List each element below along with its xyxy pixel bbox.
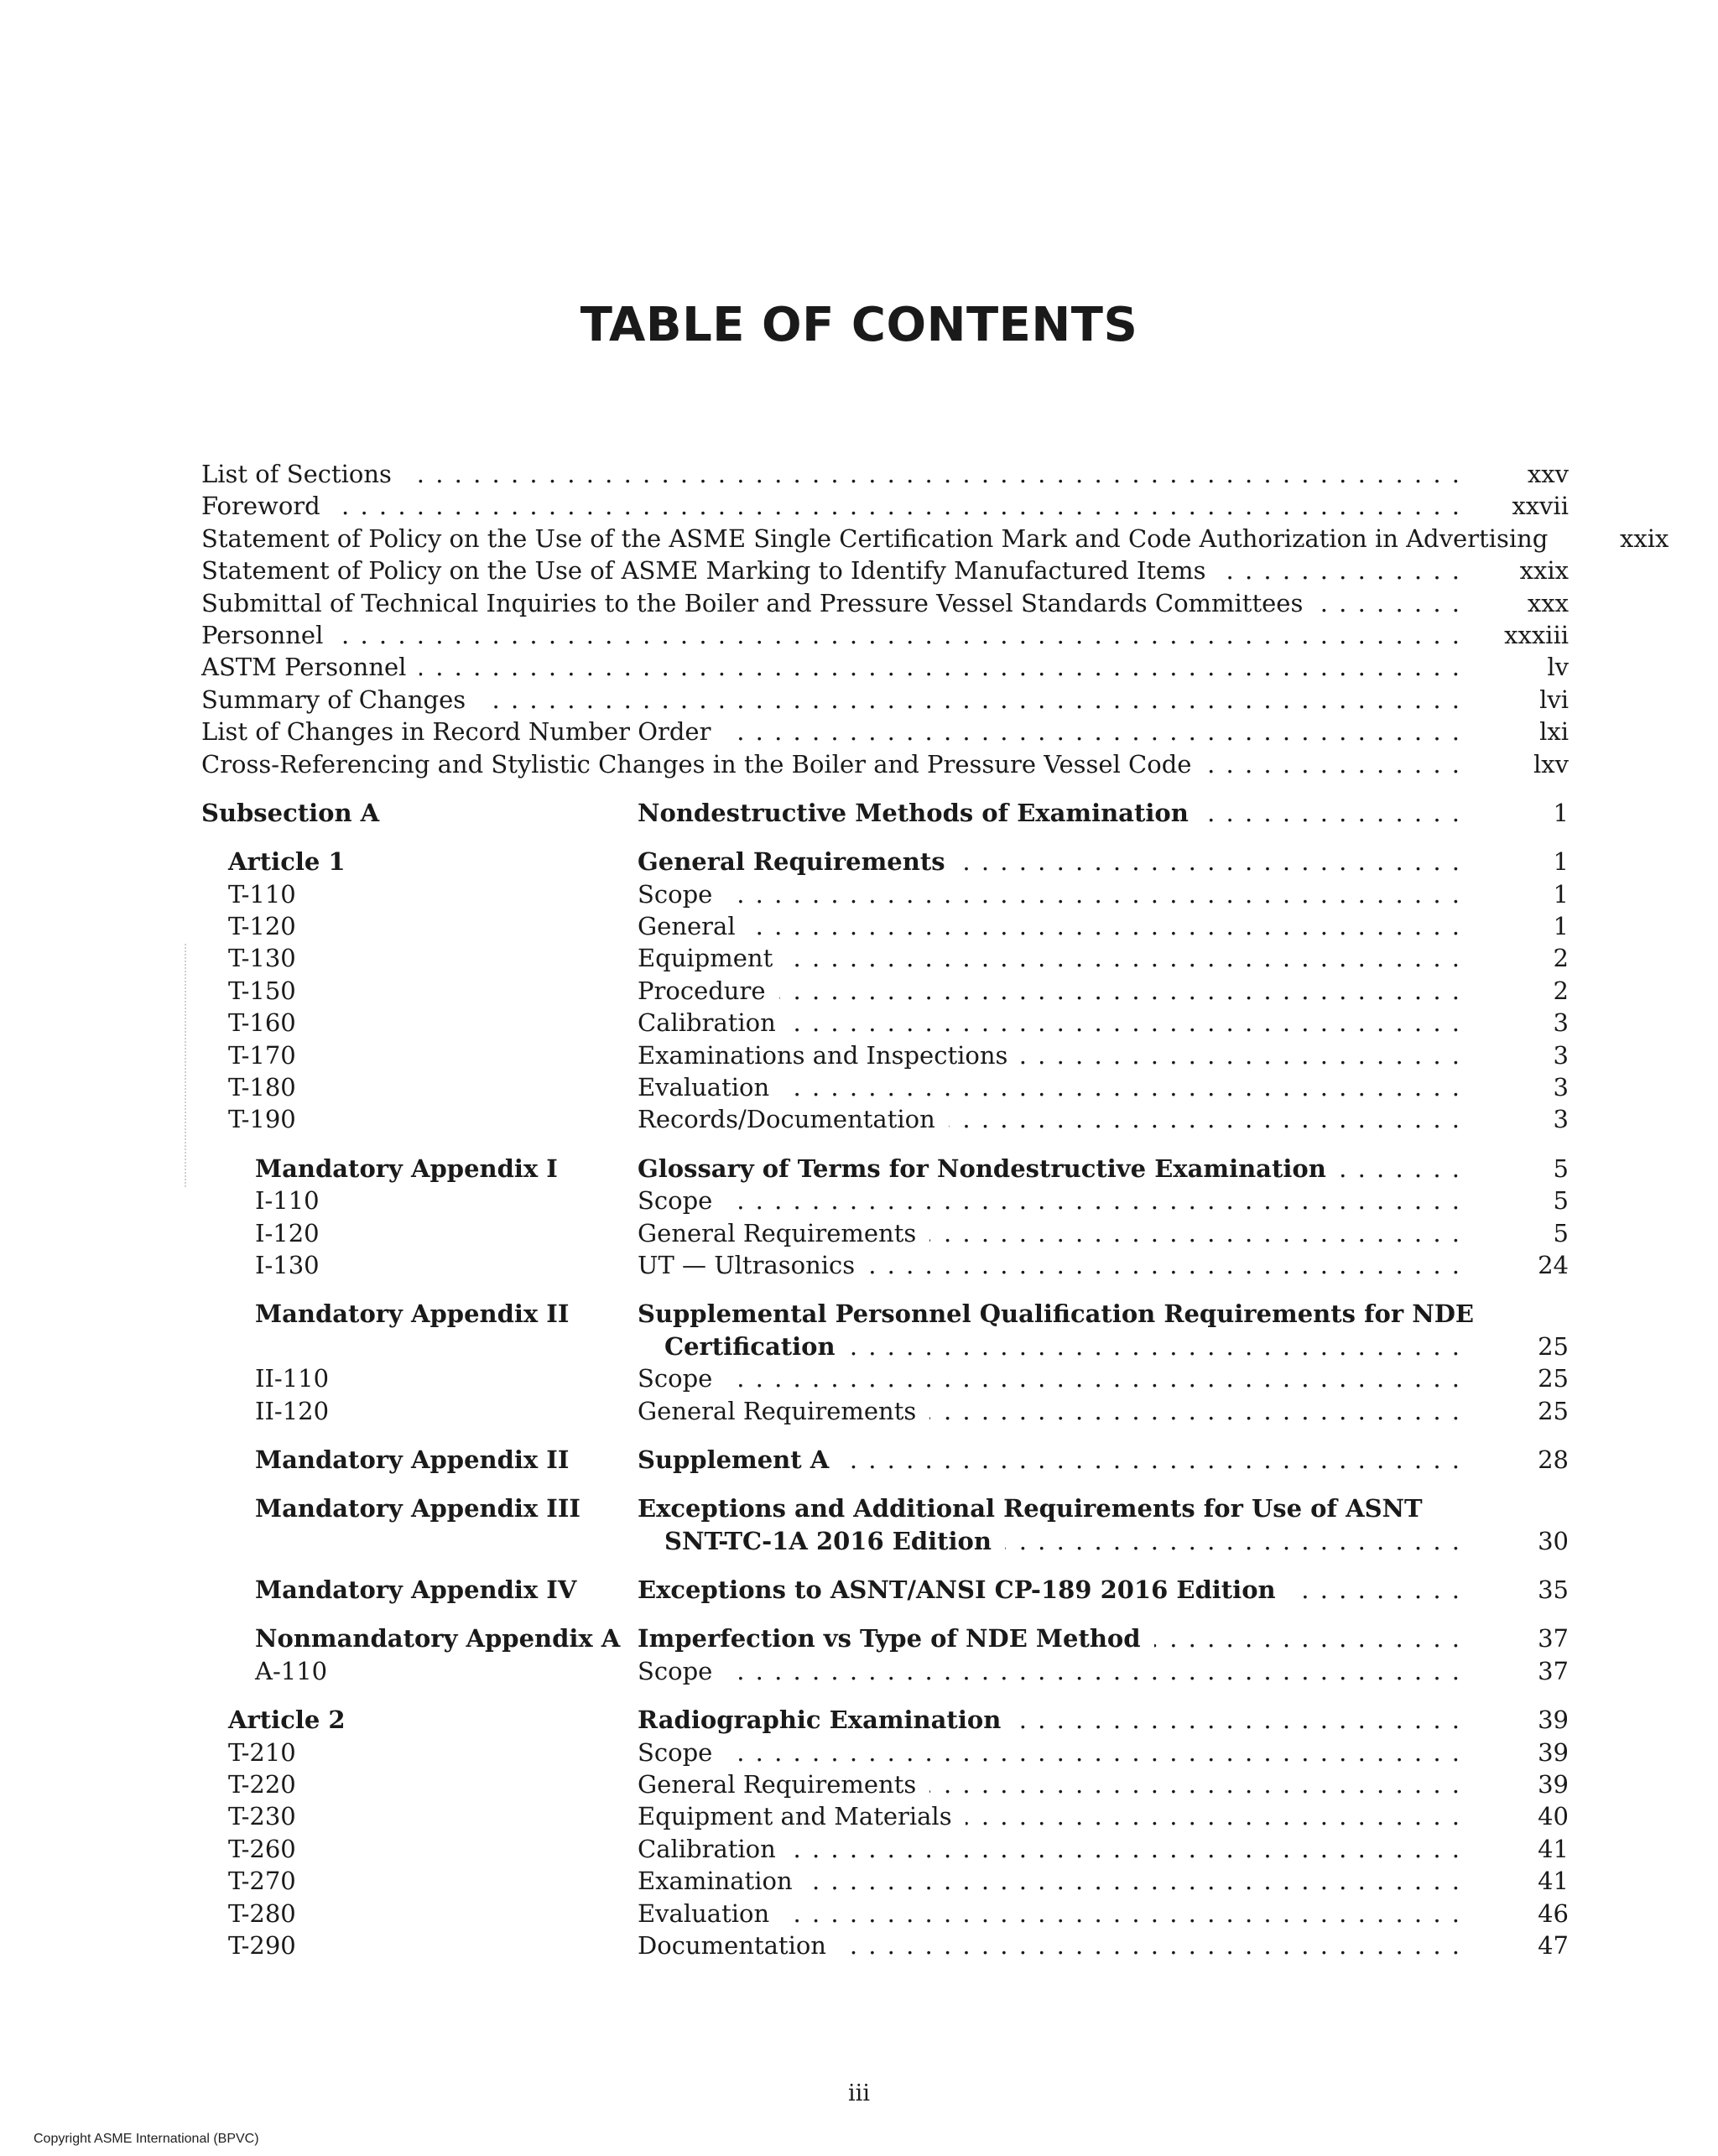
toc-row-mandatory-appendix-i[interactable] [201, 1153, 1569, 1185]
toc-page: 39 [1538, 1770, 1569, 1799]
toc-page: 25 [1538, 1331, 1569, 1361]
toc-row-personnel[interactable] [201, 619, 1569, 651]
toc-page: xxx [1527, 588, 1569, 617]
toc-label: Mandatory Appendix I [255, 1154, 558, 1183]
toc-title: Statement of Policy on the Use of the ASME Single Certification Mark and Code Authorization in Advertising [201, 523, 1549, 553]
toc-title-continuation: SNT-TC-1A 2016 Edition [664, 1526, 992, 1555]
toc-title: General Requirements [638, 1396, 917, 1425]
toc-label: Nonmandatory Appendix A [255, 1624, 621, 1653]
dot-leader [726, 1737, 1461, 1768]
toc-page: 40 [1538, 1802, 1569, 1831]
toc-page: 28 [1538, 1445, 1569, 1474]
toc-row-t-120[interactable] [201, 910, 1569, 942]
dot-leader [779, 975, 1461, 1007]
toc-row-ii-110[interactable] [201, 1362, 1569, 1394]
toc-row-t-130[interactable] [201, 942, 1569, 974]
toc-title: Statement of Policy on the Use of ASME Marking to Identify Manufactured Items [201, 556, 1206, 586]
toc-title: Imperfection vs Type of NDE Method [638, 1624, 1141, 1653]
toc-row-mandatory-appendix-ii[interactable] [201, 1298, 1569, 1330]
toc-page: 1 [1553, 912, 1569, 941]
toc-row-t-210[interactable] [201, 1737, 1569, 1768]
toc-title: Scope [638, 1656, 713, 1685]
toc-title-continuation: Certification [664, 1331, 836, 1361]
dot-leader [840, 1929, 1461, 1961]
toc-row-astm-personnel[interactable] [201, 651, 1569, 683]
toc-row-t-180[interactable] [201, 1071, 1569, 1103]
toc-page: lxi [1539, 717, 1569, 747]
toc-title: Equipment and Materials [638, 1802, 952, 1831]
toc-label: T-110 [228, 879, 296, 909]
toc-title: Foreword [201, 492, 320, 521]
toc-label: T-190 [228, 1105, 296, 1134]
toc-title: Scope [638, 879, 713, 909]
toc-row-i-130[interactable] [201, 1249, 1569, 1281]
toc-page: 1 [1553, 879, 1569, 909]
toc-page: 25 [1538, 1396, 1569, 1425]
toc-title: Exceptions and Additional Requirements for Use of ASNT [638, 1494, 1423, 1523]
dot-leader [1005, 1525, 1461, 1557]
dot-leader [786, 942, 1461, 974]
toc-title: Radiographic Examination [638, 1706, 1002, 1735]
toc-page: 3 [1553, 1008, 1569, 1038]
toc-title: General Requirements [638, 847, 945, 877]
toc-row-cross-referencing[interactable] [201, 748, 1569, 780]
toc-page: lvi [1539, 685, 1569, 714]
dot-leader [334, 490, 1461, 522]
toc-row-t-220[interactable] [201, 1768, 1569, 1800]
toc-label: Mandatory Appendix IV [255, 1575, 577, 1605]
toc-page: lxv [1533, 749, 1569, 779]
toc-page: 39 [1538, 1737, 1569, 1767]
toc-title: ASTM Personnel [201, 653, 407, 682]
dot-leader [419, 651, 1461, 683]
toc-page: xxv [1527, 459, 1569, 488]
toc-label: T-280 [228, 1898, 296, 1928]
toc-title: Evaluation [638, 1898, 770, 1928]
toc-page: 41 [1538, 1834, 1569, 1863]
toc-title: General Requirements [638, 1218, 917, 1247]
page-title: TABLE OF CONTENTS [580, 298, 1138, 352]
toc-label: Article 2 [228, 1706, 346, 1735]
dot-leader [1021, 1039, 1461, 1071]
toc-title: Exceptions to ASNT/ANSI CP-189 2016 Edition [638, 1575, 1276, 1605]
toc-page: lv [1547, 653, 1569, 682]
copyright-notice: Copyright ASME International (BPVC) [34, 2132, 259, 2146]
dot-leader [724, 716, 1461, 747]
toc-title: General [638, 912, 736, 941]
dot-leader [868, 1249, 1461, 1281]
dot-leader [1205, 748, 1461, 780]
dot-leader [949, 1103, 1461, 1135]
dot-leader [1014, 1704, 1461, 1736]
dot-leader [849, 1331, 1461, 1362]
toc-row-a-110[interactable] [201, 1655, 1569, 1687]
toc-title: Records/Documentation [638, 1105, 935, 1134]
toc-page: 3 [1553, 1105, 1569, 1134]
dot-leader [726, 1655, 1461, 1687]
toc-page: 3 [1553, 1040, 1569, 1070]
dot-leader [959, 846, 1461, 878]
toc-label: I-110 [255, 1186, 320, 1216]
toc-title: UT — Ultrasonics [638, 1250, 856, 1279]
toc-row-t-280[interactable] [201, 1898, 1569, 1929]
toc-page: 25 [1538, 1364, 1569, 1393]
dot-leader [842, 1444, 1461, 1476]
toc-title: Equipment [638, 944, 773, 973]
toc-row-nonmandatory-appendix-a[interactable] [201, 1623, 1569, 1655]
toc-page: 24 [1538, 1250, 1569, 1279]
toc-label: II-120 [255, 1396, 330, 1425]
dot-leader [726, 878, 1461, 910]
toc-label: T-260 [228, 1834, 296, 1863]
toc-row-ii-120[interactable] [201, 1395, 1569, 1427]
toc-title: Documentation [638, 1931, 826, 1960]
toc-title: Calibration [638, 1008, 776, 1038]
toc-label: T-270 [228, 1867, 296, 1896]
toc-label: T-180 [228, 1073, 296, 1102]
toc-title: Scope [638, 1364, 713, 1393]
dot-leader [1289, 1574, 1461, 1606]
toc-page: 47 [1538, 1931, 1569, 1960]
toc-label: II-110 [255, 1364, 330, 1393]
toc-page: 39 [1538, 1706, 1569, 1735]
toc-row-list-of-sections[interactable] [201, 458, 1569, 490]
toc-row-t-160[interactable] [201, 1007, 1569, 1039]
toc-row-mandatory-appendix-iv[interactable] [201, 1574, 1569, 1606]
toc-label: Mandatory Appendix II [255, 1299, 570, 1329]
toc-row-t-260[interactable] [201, 1833, 1569, 1865]
toc-page: 46 [1538, 1898, 1569, 1928]
table-of-contents [201, 458, 1669, 1961]
dot-leader [1487, 1298, 1562, 1330]
dot-leader [1316, 587, 1461, 619]
toc-title: Glossary of Terms for Nondestructive Examination [638, 1154, 1326, 1183]
dot-leader [966, 1800, 1461, 1832]
toc-row-t-170[interactable] [201, 1039, 1569, 1071]
toc-title: Calibration [638, 1834, 776, 1863]
toc-title: List of Sections [201, 459, 392, 488]
dot-leader [1220, 555, 1461, 586]
toc-page: 2 [1553, 976, 1569, 1005]
toc-label: T-120 [228, 912, 296, 941]
dot-leader [806, 1865, 1461, 1897]
toc-row-t-230[interactable] [201, 1800, 1569, 1832]
toc-title: Supplemental Personnel Qualification Requirements for NDE [638, 1299, 1475, 1329]
dot-leader [336, 619, 1461, 651]
toc-title: Evaluation [638, 1073, 770, 1102]
toc-row-supplement-a[interactable] [201, 1444, 1569, 1476]
toc-page: 2 [1553, 944, 1569, 973]
toc-title: Submittal of Technical Inquiries to the Boiler and Pressure Vessel Standards Committees [201, 588, 1304, 617]
toc-label: A-110 [255, 1656, 328, 1685]
dot-leader [749, 910, 1461, 942]
toc-label: T-170 [228, 1040, 296, 1070]
toc-page: 1 [1553, 847, 1569, 877]
toc-page: xxix [1620, 523, 1669, 553]
toc-page: 41 [1538, 1867, 1569, 1896]
dot-leader [726, 1185, 1461, 1216]
toc-row-t-270[interactable] [201, 1865, 1569, 1897]
dot-leader [1436, 1492, 1562, 1524]
toc-title: Supplement A [638, 1445, 830, 1474]
toc-page: xxxiii [1504, 620, 1569, 649]
toc-row-subsection-a[interactable] [201, 797, 1569, 829]
toc-row-summary-of-changes[interactable] [201, 684, 1569, 716]
toc-title: General Requirements [638, 1770, 917, 1799]
toc-page: 37 [1538, 1624, 1569, 1653]
toc-row-technical-inquiries[interactable] [201, 587, 1569, 619]
toc-label: I-130 [255, 1250, 320, 1279]
toc-page: 37 [1538, 1656, 1569, 1685]
toc-title: Scope [638, 1186, 713, 1216]
toc-row-t-150[interactable] [201, 975, 1569, 1007]
toc-row-foreword[interactable] [201, 490, 1569, 522]
toc-title: Cross-Referencing and Stylistic Changes in the Boiler and Pressure Vessel Code [201, 749, 1192, 779]
toc-row-mandatory-appendix-ii-cont[interactable] [201, 1331, 1569, 1362]
toc-page: 3 [1553, 1073, 1569, 1102]
toc-label: T-150 [228, 976, 296, 1005]
toc-label: Mandatory Appendix III [255, 1494, 580, 1523]
toc-page: 1 [1553, 798, 1569, 827]
dot-leader [783, 1898, 1461, 1929]
dot-leader [1202, 797, 1461, 829]
toc-row-policy-certification-mark[interactable] [201, 523, 1669, 555]
dot-leader [789, 1833, 1461, 1865]
dot-leader [1340, 1153, 1461, 1185]
dot-leader [726, 1362, 1461, 1394]
toc-label: I-120 [255, 1218, 320, 1247]
toc-title: Nondestructive Methods of Examination [638, 798, 1189, 827]
toc-row-i-120[interactable] [201, 1217, 1569, 1249]
margin-scan-marks [185, 944, 191, 1187]
toc-label: T-130 [228, 944, 296, 973]
toc-row-list-of-changes[interactable] [201, 716, 1569, 747]
toc-title: Examinations and Inspections [638, 1040, 1008, 1070]
dot-leader [1154, 1623, 1461, 1655]
toc-label: T-290 [228, 1931, 296, 1960]
toc-row-mandatory-appendix-iii-cont[interactable] [201, 1525, 1569, 1557]
toc-row-t-290[interactable] [201, 1929, 1569, 1961]
toc-page: 35 [1538, 1575, 1569, 1605]
toc-title: Procedure [638, 976, 766, 1005]
toc-label: T-230 [228, 1802, 296, 1831]
toc-page: 5 [1553, 1154, 1569, 1183]
dot-leader [929, 1217, 1461, 1249]
toc-row-t-190[interactable] [201, 1103, 1569, 1135]
toc-title: List of Changes in Record Number Order [201, 717, 711, 747]
toc-row-article-1[interactable] [201, 846, 1569, 878]
toc-page: 30 [1538, 1526, 1569, 1555]
toc-row-article-2[interactable] [201, 1704, 1569, 1736]
toc-label: Article 1 [228, 847, 346, 877]
toc-title: Summary of Changes [201, 685, 466, 714]
toc-row-i-110[interactable] [201, 1185, 1569, 1216]
toc-page: 5 [1553, 1186, 1569, 1216]
toc-row-t-110[interactable] [201, 878, 1569, 910]
dot-leader [789, 1007, 1461, 1039]
toc-row-mandatory-appendix-iii[interactable] [201, 1492, 1569, 1524]
toc-label: Subsection A [201, 798, 380, 827]
dot-leader [405, 458, 1461, 490]
toc-title: Examination [638, 1867, 793, 1896]
dot-leader [929, 1768, 1461, 1800]
dot-leader [783, 1071, 1461, 1103]
dot-leader [479, 684, 1461, 716]
toc-label: Mandatory Appendix II [255, 1445, 570, 1474]
toc-label: T-160 [228, 1008, 296, 1038]
page-number: iii [848, 2080, 870, 2107]
toc-title: Scope [638, 1737, 713, 1767]
toc-label: T-210 [228, 1737, 296, 1767]
toc-title: Personnel [201, 620, 324, 649]
toc-row-policy-marking[interactable] [201, 555, 1569, 586]
toc-page: 5 [1553, 1218, 1569, 1247]
toc-label: T-220 [228, 1770, 296, 1799]
dot-leader [929, 1395, 1461, 1427]
toc-page: xxix [1519, 556, 1569, 586]
toc-page: xxvii [1512, 492, 1569, 521]
